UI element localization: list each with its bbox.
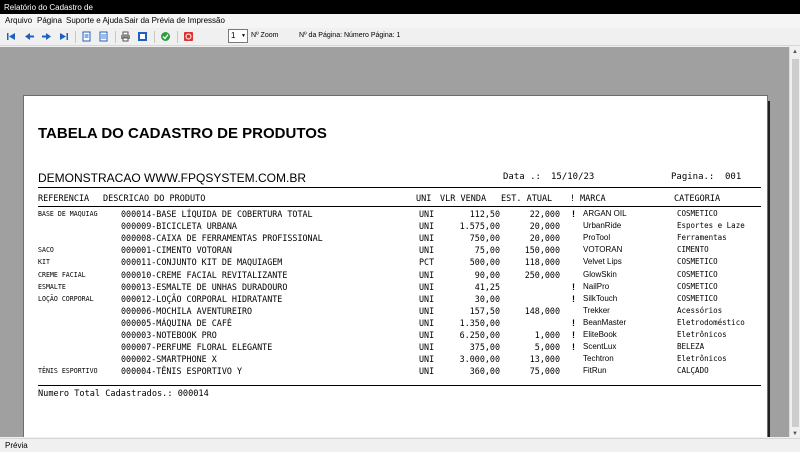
col-categoria: CATEGORIA: [674, 194, 721, 204]
row-marca: FitRun: [583, 366, 607, 376]
window-title: Relatório do Cadastro de: [4, 3, 93, 12]
table-row: [24, 318, 768, 330]
table-row: [24, 342, 768, 354]
toolbar-separator: [177, 31, 178, 43]
row-excl: !: [572, 342, 575, 353]
menu-arquivo[interactable]: Arquivo: [5, 16, 33, 25]
row-referencia: KIT: [38, 258, 50, 267]
row-vlr-venda: 1.575,00: [459, 221, 500, 232]
row-categoria: Eletrônicos: [677, 330, 727, 339]
row-categoria: Eletrônicos: [677, 354, 727, 364]
row-vlr-venda: 90,00: [474, 269, 500, 280]
row-uni: UNI: [419, 233, 435, 244]
row-descricao: 000012-LOÇÃO CORPORAL HIDRATANTE: [121, 293, 283, 304]
zoom-label: Nº Zoom: [251, 32, 279, 39]
page-width-icon[interactable]: [98, 31, 109, 42]
single-page-icon[interactable]: [81, 31, 92, 42]
zoom-select[interactable]: [228, 29, 248, 43]
total-value: 000014: [177, 389, 209, 399]
row-categoria: COSMETICO: [677, 281, 718, 291]
next-page-icon[interactable]: [41, 31, 52, 42]
row-categoria: CIMENTO: [677, 245, 709, 255]
toolbar-separator: [115, 31, 116, 43]
table-row: [24, 306, 768, 318]
row-descricao: 000011-CONJUNTO KIT DE MAQUIAGEM: [121, 257, 283, 268]
row-marca: ARGAN OIL: [583, 209, 627, 218]
row-marca: BeanMaster: [583, 317, 627, 327]
row-marca: GlowSkin: [583, 269, 617, 279]
row-vlr-venda: 750,00: [469, 233, 500, 244]
row-excl: !: [572, 330, 575, 340]
toolbar-separator: [154, 31, 155, 43]
footer-divider: [38, 385, 761, 386]
row-est-atual: 20,000: [529, 221, 560, 232]
row-est-atual: 20,000: [529, 233, 560, 244]
col-referencia: REFERENCIA: [38, 194, 90, 204]
status-text: Prévia: [5, 441, 28, 450]
table-row: [24, 245, 768, 257]
row-descricao: 000014-BASE LÍQUIDA DE COBERTURA TOTAL: [121, 209, 313, 219]
row-descricao: 000009-BICICLETA URBANA: [121, 221, 237, 232]
row-est-atual: 22,000: [529, 209, 560, 219]
last-page-icon[interactable]: [58, 31, 69, 42]
row-vlr-venda: 3.000,00: [459, 354, 500, 365]
row-uni: UNI: [419, 221, 435, 232]
row-excl: !: [572, 209, 575, 219]
scroll-up-icon[interactable]: ▲: [792, 49, 798, 55]
row-descricao: 000010-CREME FACIAL REVITALIZANTE: [121, 269, 288, 280]
table-row: [24, 209, 768, 221]
row-vlr-venda: 500,00: [469, 257, 500, 268]
row-descricao: 000002-SMARTPHONE X: [121, 354, 217, 365]
row-descricao: 000013-ESMALTE DE UNHAS DURADOURO: [121, 281, 288, 292]
table-row: [24, 366, 768, 378]
row-referencia: ESMALTE: [38, 282, 66, 291]
col-est-atual: EST. ATUAL: [501, 194, 553, 204]
row-uni: UNI: [419, 354, 435, 365]
menu-pagina[interactable]: Página: [37, 16, 62, 25]
row-categoria: Acessórios: [677, 305, 723, 315]
row-vlr-venda: 1.350,00: [459, 317, 500, 328]
row-categoria: Eletrodoméstico: [677, 317, 745, 327]
row-vlr-venda: 6.250,00: [459, 330, 500, 340]
row-marca: ProTool: [583, 233, 611, 243]
report-page: [23, 95, 768, 437]
row-categoria: Esportes e Laze: [677, 221, 745, 231]
row-vlr-venda: 75,00: [474, 245, 500, 256]
row-categoria: COSMETICO: [677, 269, 718, 279]
row-est-atual: 250,000: [524, 269, 560, 280]
col-uni: UNI: [416, 194, 432, 204]
date-label: Data .:: [503, 172, 541, 182]
total-label: Numero Total Cadastrados.:: [38, 389, 173, 399]
col-marca: MARCA: [580, 194, 606, 204]
row-referencia: TÊNIS ESPORTIVO: [38, 367, 98, 376]
col-vlr-venda: VLR VENDA: [440, 194, 487, 204]
company-name: DEMONSTRACAO WWW.FPQSYSTEM.COM.BR: [38, 171, 307, 185]
row-marca: UrbanRide: [583, 221, 622, 231]
row-vlr-venda: 41,25: [474, 281, 500, 292]
row-est-atual: 13,000: [529, 354, 560, 365]
row-vlr-venda: 375,00: [469, 342, 500, 353]
row-marca: NailPro: [583, 281, 610, 291]
row-excl: !: [572, 317, 575, 328]
row-referencia: CREME FACIAL: [38, 270, 86, 279]
window-titlebar: [0, 0, 800, 14]
row-descricao: 000001-CIMENTO VOTORAN: [121, 245, 232, 256]
row-marca: Techtron: [583, 354, 614, 364]
menu-suporte[interactable]: Suporte e Ajuda: [66, 16, 123, 25]
row-marca: SilkTouch: [583, 293, 618, 303]
page-info: Nº da Página: Número Página: 1: [299, 32, 401, 39]
row-excl: !: [572, 281, 575, 292]
row-descricao: 000007-PERFUME FLORAL ELEGANTE: [121, 342, 273, 353]
row-marca: Trekker: [583, 305, 610, 315]
table-row: [24, 354, 768, 366]
header-divider-bottom: [38, 206, 761, 207]
row-categoria: COSMETICO: [677, 209, 718, 218]
row-uni: UNI: [419, 245, 435, 256]
menu-sair[interactable]: Sair da Prévia de Impressão: [124, 16, 225, 25]
table-row: [24, 330, 768, 342]
first-page-icon[interactable]: [6, 31, 17, 42]
table-row: [24, 270, 768, 282]
row-descricao: 000004-TÊNIS ESPORTIVO Y: [121, 366, 243, 377]
vertical-scrollbar[interactable]: [789, 47, 800, 437]
scroll-thumb[interactable]: [792, 59, 799, 427]
row-referencia: LOÇÃO CORPORAL: [38, 294, 94, 303]
table-row: [24, 282, 768, 294]
table-row: [24, 257, 768, 269]
row-uni: UNI: [419, 281, 435, 292]
row-marca: EliteBook: [583, 330, 617, 339]
col-descricao: DESCRICAO DO PRODUTO: [103, 194, 206, 204]
row-categoria: COSMETICO: [677, 257, 718, 267]
export-icon[interactable]: [160, 31, 171, 42]
row-est-atual: 150,000: [524, 245, 560, 256]
row-est-atual: 1,000: [534, 330, 560, 340]
row-vlr-venda: 157,50: [469, 305, 500, 316]
menubar: [0, 14, 800, 28]
row-referencia: SACO: [38, 246, 54, 255]
scroll-down-icon[interactable]: ▼: [792, 431, 798, 437]
row-categoria: Ferramentas: [677, 233, 727, 243]
table-row: [24, 294, 768, 306]
report-title: TABELA DO CADASTRO DE PRODUTOS: [38, 125, 327, 142]
row-vlr-venda: 30,00: [474, 293, 500, 304]
row-descricao: 000006-MOCHILA AVENTUREIRO: [121, 305, 253, 316]
print-icon[interactable]: [120, 31, 131, 42]
toolbar-separator: [75, 31, 76, 43]
row-vlr-venda: 112,50: [469, 209, 500, 219]
row-categoria: CALÇADO: [677, 366, 709, 376]
page-number: 001: [725, 172, 742, 182]
row-uni: UNI: [419, 342, 435, 353]
row-est-atual: 5,000: [534, 342, 560, 353]
row-marca: ScentLux: [583, 342, 617, 352]
col-excl: !: [570, 194, 576, 204]
row-uni: PCT: [419, 257, 435, 268]
row-descricao: 000008-CAIXA DE FERRAMENTAS PROFISSIONAL: [121, 233, 323, 244]
row-categoria: COSMETICO: [677, 293, 718, 303]
row-uni: UNI: [419, 293, 435, 304]
row-excl: !: [572, 293, 575, 304]
zoom-value: 1: [231, 31, 236, 40]
table-row: [24, 221, 768, 233]
report-date: 15/10/23: [551, 172, 595, 182]
row-uni: UNI: [419, 317, 435, 328]
row-est-atual: 118,000: [524, 257, 560, 268]
chevron-down-icon: ▼: [241, 33, 246, 39]
row-uni: UNI: [419, 209, 435, 219]
row-uni: UNI: [419, 330, 435, 340]
header-divider-top: [38, 187, 761, 188]
table-row: [24, 233, 768, 245]
previous-page-icon[interactable]: [24, 31, 35, 42]
row-uni: UNI: [419, 366, 435, 377]
total-line: [38, 389, 209, 399]
close-preview-icon[interactable]: [183, 31, 194, 42]
row-marca: VOTORAN: [583, 245, 623, 255]
row-categoria: BELEZA: [677, 342, 705, 352]
row-descricao: 000005-MÁQUINA DE CAFÉ: [121, 317, 232, 328]
row-vlr-venda: 360,00: [469, 366, 500, 377]
row-est-atual: 148,000: [524, 305, 560, 316]
row-est-atual: 75,000: [529, 366, 560, 377]
row-marca: Velvet Lips: [583, 257, 622, 267]
print-setup-icon[interactable]: [137, 31, 148, 42]
row-referencia: BASE DE MAQUIAG: [38, 210, 98, 218]
preview-viewport[interactable]: [0, 47, 789, 437]
row-descricao: 000003-NOTEBOOK PRO: [121, 330, 217, 340]
row-uni: UNI: [419, 305, 435, 316]
page-label: Pagina.:: [671, 172, 715, 182]
statusbar: [0, 438, 800, 452]
row-uni: UNI: [419, 269, 435, 280]
